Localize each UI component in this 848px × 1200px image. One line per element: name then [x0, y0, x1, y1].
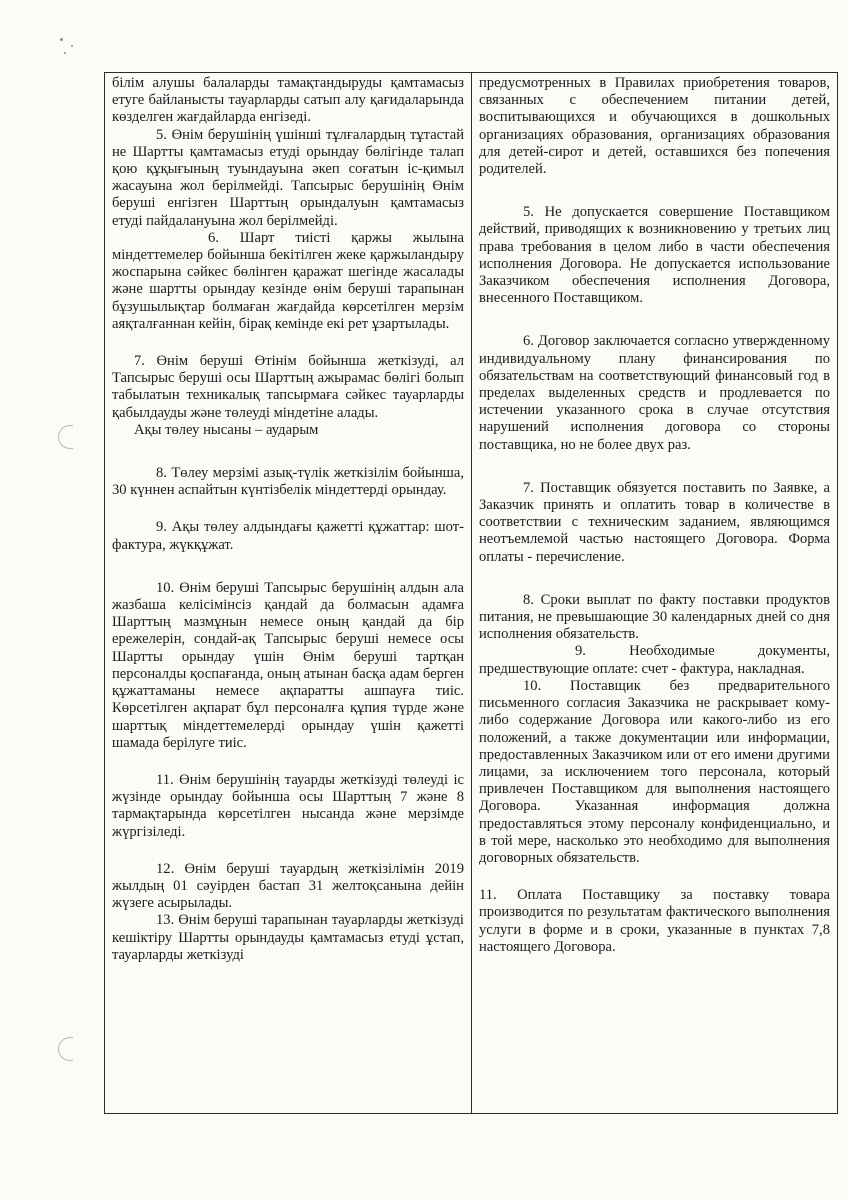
ru-clause-10: 10. Поставщик без предварительного письменного согласия Заказчика не раскрывает кому-либо содержание Договора или какого-либо из его положений, а также документации или информации, предоставленных Заказчиком или от его имени другими лицами, за исключением того персонала, который привлечен Поставщиком для выполнения настоящего Договора. Указанная информация должна предоставляться этому персоналу конфиденциально, и в той мере, насколько это необходимо для выполнения договорных обязательств.	[479, 677, 830, 866]
scan-speck	[64, 52, 66, 54]
punch-hole-mark	[58, 1037, 73, 1061]
kazakh-column	[105, 73, 472, 1114]
ru-clause-7: 7. Поставщик обязуется поставить по Заявке, а Заказчик принять и оплатить товар в количестве в соответствии с техническим заданием, являющимся неотъемлемой частью настоящего Договора. Форма оплаты - перечисление.	[479, 479, 830, 565]
ru-clause-8: 8. Сроки выплат по факту поставки продуктов питания, не превышающие 30 календарных дней со дня исполнения обязательств.	[479, 591, 830, 643]
bilingual-contract-table	[104, 72, 838, 1114]
table-row	[105, 73, 838, 1114]
ru-clause-9: 9. Необходимые документы, предшествующие оплате: счет - фактура, накладная.	[479, 643, 830, 677]
kk-clause-13: 13. Өнім беруші тарапынан тауарларды жеткізуді кешіктіру Шартты орындауды қамтамасыз етуді ұстап, тауарларды жеткізуді	[112, 912, 464, 963]
kk-clause-10: 10. Өнім беруші Тапсырыс берушінің алдын ала жазбаша келісімінсіз қандай да болмасын адамға Шарттың мазмұнын немесе оның қандай да бір ережелерін, сондай-ақ Тапсырыс беруші немесе осы Шартты орындау үшін Өнім беруші тартқан персоналды қоспағанда, оның атынан басқа адам берген құжаттаманы немесе ақпаратты ашпауға тиіс. Көрсетілген ақпарат бұл персоналға құпия түрде және шарттық міндеттемелерді орындау үшін қажетті шамада берілуге тиіс.	[112, 579, 464, 751]
kk-paragraph-4-end: білім алушы балаларды тамақтандыруды қамтамасыз етуге байланысты тауарларды сатып алу қағидаларында көзделген жағдайларда енгізеді.	[112, 75, 464, 126]
punch-hole-mark	[58, 425, 73, 449]
kk-clause-11: 11. Өнім берушінің тауарды жеткізуді төлеуді іс жүзінде орындау бойынша осы Шарттың 7 және 8 тармақтарында көрсетілген нысанда және мерзімде жүргізіледі.	[112, 771, 464, 840]
kk-clause-5: 5. Өнім берушінің үшінші тұлғалардың тұтастай не Шартты қамтамасыз етуді орындау бөлігінде талап қою құқығының туындауына әкеп соғатын іс-қимыл жасауына жол берілмейді. Тапсырыс берушінің Өнім беруші енгізген Шарттың орындалуын қамтамасыз етуді пайдалануына жол берілмейді.	[112, 126, 464, 229]
ru-paragraph-4-end: предусмотренных в Правилах приобретения товаров, связанных с обеспечением питании детей, воспитывающихся и обучающихся в дошкольных организациях образования, организациях образования для детей-сирот и детей, оставшихся без попечения родителей.	[479, 75, 830, 178]
kk-clause-8: 8. Төлеу мерзімі азық-түлік жеткізілім бойынша, 30 күннен аспайтын күнтізбелік міндеттерді орындау.	[112, 465, 464, 499]
kk-clause-6: 6. Шарт тиісті қаржы жылына міндеттемелер бойынша бекітілген жеке қаржыландыру жоспарына сәйкес бөлінген қаражат шегінде жасалады және шартты орындау кезінде өнім беруші тарапынан бұзушылықтар болмаған жағдайда көрсетілген мерзім аяқталғаннан кейін, бірақ кемінде екі рет ұзартылады.	[112, 229, 464, 332]
ru-clause-5: 5. Не допускается совершение Поставщиком действий, приводящих к возникновению у третьих лиц права требования в целом либо в части обеспечения исполнения Договора. Не допускается использование Заказчиком обеспечения исполнения Договора, внесенного Поставщиком.	[479, 204, 830, 307]
kk-clause-9: 9. Ақы төлеу алдындағы қажетті құжаттар: шот-фактура, жүкқұжат.	[112, 519, 464, 553]
kk-clause-12: 12. Өнім беруші тауардың жеткізілімін 2019 жылдың 01 сәуірден бастап 31 желтоқсанына дейін жүзеге асырылады.	[112, 860, 464, 912]
ru-clause-11: 11. Оплата Поставщику за поставку товара производится по результатам фактического выполнения услуги в форме и в сроки, указанные в пунктах 7,8 настоящего Договора.	[479, 887, 830, 955]
kk-clause-7: 7. Өнім беруші Өтінім бойынша жеткізуді, ал Тапсырыс беруші осы Шарттың ажырамас бөлігі болып табылатын техникалық тапсырмаға сәйкес тауарларды қабылдауды және төлеуді міндетіне алады.	[112, 353, 464, 421]
russian-column	[472, 73, 838, 1114]
scan-speck	[60, 38, 63, 41]
scan-speck	[71, 45, 73, 47]
kk-payment-form: Ақы төлеу нысаны – аударым	[134, 421, 319, 438]
ru-clause-6: 6. Договор заключается согласно утвержденному индивидуальному плану финансирования по обязательствам на соответствующий финансовый год в пределах выделенных средств и продлевается по истечении указанного срока в случае отсутствия нарушений исполнения договора со стороны поставщика, но не более двух раз.	[479, 333, 830, 453]
